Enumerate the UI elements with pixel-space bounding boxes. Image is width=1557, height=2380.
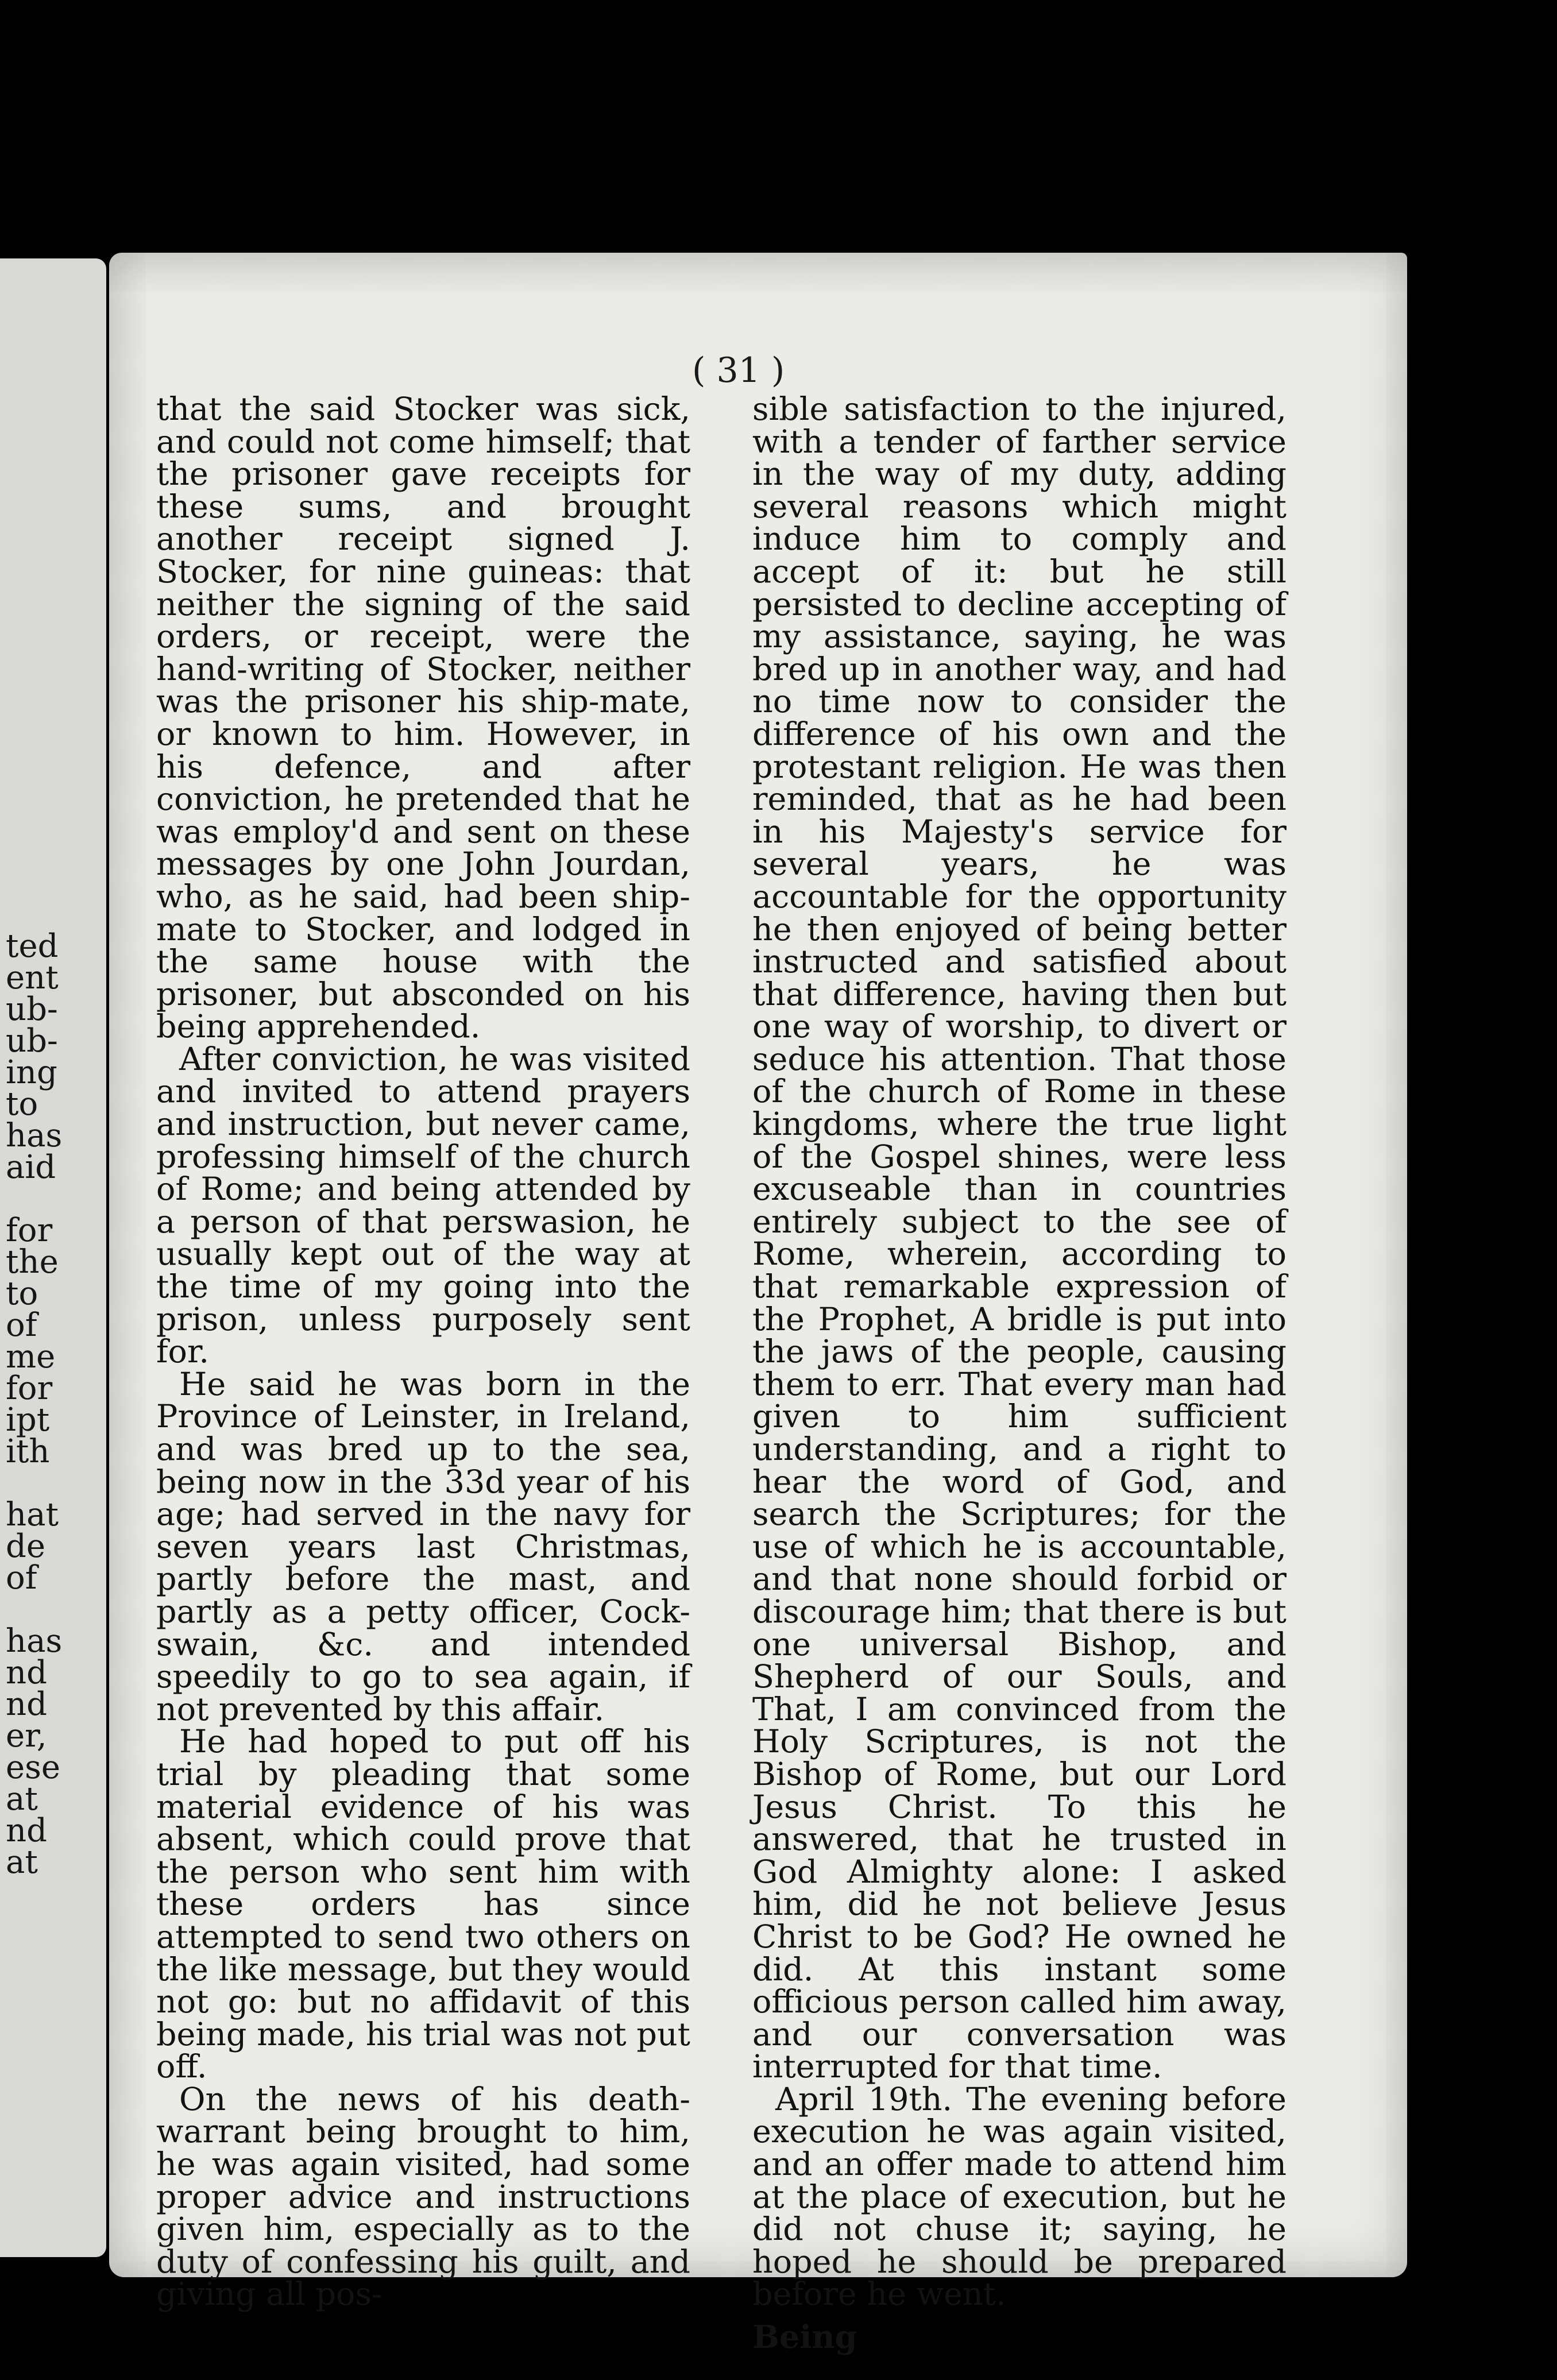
left-page-fragment: the: [6, 1243, 59, 1281]
left-page-fragment: to: [6, 1085, 38, 1123]
left-page-text-fragments: [6, 928, 63, 1881]
page-number: ( 31 ): [692, 350, 785, 391]
left-page-fragment: me: [6, 1338, 56, 1376]
paragraph: On the news of his death-warrant being brought to him, he was again visited, had some proper advice and instructions given him, especially as to the duty of confessing his guilt, and giving all pos-: [156, 2080, 690, 2313]
left-page-fragment: of: [6, 1559, 37, 1597]
paragraph: April 19th. The evening before execution he was again visited, and an offer made to attend him at the place of execution, but he did not chuse it; saying, he hoped he should be prepared before he went.: [752, 2080, 1286, 2313]
left-page-fragment: ub-: [6, 1022, 58, 1060]
paragraph: that the said Stocker was sick, and could not come himself; that the prisoner gave receipts for these sums, and brought another receipt signed J. Stocker, for nine guineas: that neither the signing of the said orders, or receipt, were the hand-writing of Stocker, neither was the prisoner his ship-mate, or known to him. However, in his defence, and after conviction, he pretended that he was employ'd and sent on these messages by one John Jourdan, who, as he said, had been ship-mate to Stocker, and lodged in the same house with the prisoner, but absconded on his being apprehended.: [156, 391, 690, 1046]
left-page-fragment: of: [6, 1307, 37, 1344]
right-column: [752, 393, 1286, 2354]
left-page-fragment: ent: [6, 959, 59, 996]
left-page-fragment: nd: [6, 1812, 47, 1849]
paragraph: He had hoped to put off his trial by pleading that some material evidence of his was absent, which could prove that the person who sent him with these orders has since attempted to send two others on the like message, but they would not go: but no affidavit of this being made, his trial was not put off.: [156, 1723, 690, 2086]
left-page-fragment: nd: [6, 1686, 47, 1723]
left-page-fragment: ted: [6, 928, 59, 965]
left-page-fragment: has: [6, 1117, 63, 1154]
paragraph: He said he was born in the Province of Leinster, in Ireland, and was bred up to the sea, being now in the 33d year of his age; had served in the navy for seven years last Christmas, partly before the mast, and partly as a petty officer, Cock-swain, &c. and intended speedily to go to sea again, if not prevented by this affair.: [156, 1365, 690, 1728]
left-page-fragment: ipt: [6, 1401, 50, 1439]
paragraph: After conviction, he was visited and invited to attend prayers and instruction, but never came, professing himself of the church of Rome; and being attended by a person of that perswasion, he usually kept out of the way at the time of my going into the prison, unless purposely sent for.: [156, 1040, 690, 1371]
left-page-fragment: ese: [6, 1749, 61, 1786]
paragraph: sible satisfaction to the injured, with a tender of farther service in the way of my duty, adding several reasons which might induce him to comply and accept of it: but he still persisted to decline accepting of my assistance, saying, he was bred up in another way, and had no time now to consider the difference of his own and the protestant religion. He was then reminded, that as he had been in his Majesty's service for several years, he was accountable for the opportunity he then enjoyed of being better instructed and satisfied about that difference, having then but one way of worship, to divert or seduce his attention. That those of the church of Rome in these kingdoms, where the true light of the Gospel shines, were less excuseable than in countries entirely subject to the see of Rome, wherein, according to that remarkable expression of the Prophet, A bridle is put into the jaws of the people, causing them to err. That every man had given to him sufficient understanding, and a right to hear the word of God, and search the Scriptures; for the use of which he is accountable, and that none should forbid or discourage him; that there is but one universal Bishop, and Shepherd of our Souls, and That, I am convinced from the Holy Scriptures, is not the Bishop of Rome, but our Lord Jesus Christ. To this he answered, that he trusted in God Almighty alone: I asked him, did he not believe Jesus Christ to be God? He owned he did. At this instant some officious person called him away, and our conversation was interrupted for that time.: [752, 391, 1286, 2086]
left-page-fragment: de: [6, 1528, 45, 1565]
left-page-fragment: hat: [6, 1496, 59, 1533]
left-page-fragment: nd: [6, 1654, 47, 1691]
left-page-fragment: to: [6, 1275, 38, 1312]
left-page-fragment: [6, 1183, 62, 1215]
left-page-fragment: [6, 1594, 62, 1625]
left-page-fragment: has: [6, 1622, 63, 1660]
left-page-fragment: ing: [6, 1054, 57, 1091]
left-page-fragment: ub-: [6, 991, 58, 1028]
left-page-fragment: at: [6, 1780, 38, 1818]
left-page-fragment: [6, 1467, 62, 1499]
left-page-fragment: ith: [6, 1433, 50, 1470]
left-page-fragment: er,: [6, 1717, 47, 1755]
left-page-fragment: aid: [6, 1149, 56, 1186]
left-page-fragment: at: [6, 1844, 38, 1881]
catchword: Being: [752, 2319, 857, 2356]
left-page-fragment: for: [6, 1370, 53, 1407]
left-column: [156, 393, 690, 2311]
left-page-edge: [0, 258, 106, 2257]
left-page-fragment: for: [6, 1212, 53, 1249]
book-page: [109, 253, 1407, 2356]
